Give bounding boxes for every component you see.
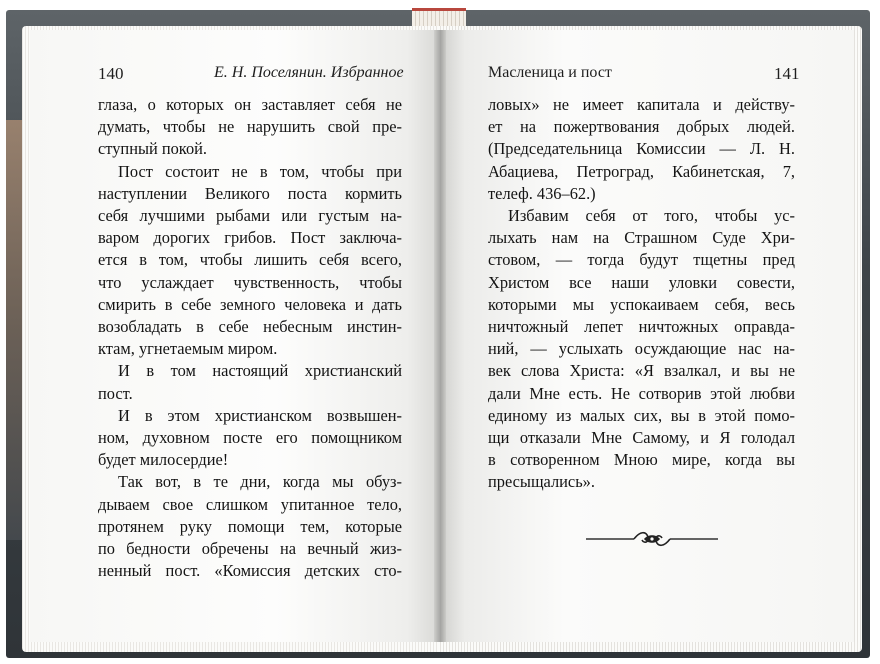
- text-line: единому из малых сих, вы в этой помо-: [488, 405, 795, 425]
- left-page-number: 140: [98, 64, 124, 83]
- right-page-number: 141: [774, 64, 800, 83]
- text-line: дываем свое слишком упитанное тело,: [98, 494, 402, 514]
- text-line: дали Мне есть. Не сотворив этой любви: [488, 383, 795, 403]
- text-line: думать, чтобы не нарушить свой пре-: [98, 117, 402, 137]
- text-line: телеф. 436–62.): [488, 183, 596, 203]
- text-line: которыми мы успокаиваем себя, весь: [488, 294, 795, 314]
- text-line: ненный пост. «Комиссия детских сто-: [98, 561, 402, 581]
- text-line: смирить в себе земного человека и дать: [98, 294, 402, 314]
- book-gutter: [434, 30, 446, 642]
- text-line: И в этом христианском возвышен-: [118, 405, 402, 425]
- right-running-head: Масленица и пост: [488, 64, 612, 81]
- text-line: щи отказали Мне Самому, и Я голодал: [488, 428, 795, 448]
- text-line: будет милосердие!: [98, 450, 229, 470]
- text-line: век слова Христа: «Я взалкал, и вы не: [488, 361, 795, 381]
- text-line: пресыщались».: [488, 472, 595, 492]
- section-divider-ornament: [582, 528, 722, 550]
- text-line: И в том настоящий христианский: [118, 361, 402, 381]
- text-line: ступный покой.: [98, 139, 208, 159]
- text-line: Абациева, Петроград, Кабинетская, 7,: [488, 161, 795, 181]
- text-line: ном, духовном посте его помощником: [98, 428, 402, 448]
- text-line: глаза, о которых он заставляет себя не: [98, 95, 402, 114]
- text-line: ничтожный лепет ничтожных оправда-: [488, 317, 795, 337]
- text-line: лыхать нам на Страшном Суде Хри-: [488, 228, 795, 248]
- text-line: пост.: [98, 383, 133, 403]
- text-line: (Председательница Комиссии — Л. Н.: [488, 139, 795, 159]
- text-line: варом дорогих грибов. Пост заключа-: [98, 228, 402, 248]
- text-line: ний, — услыхать осуждающие нас на-: [488, 339, 795, 359]
- text-line: Христом все наши уловки совести,: [488, 272, 795, 292]
- text-line: ловых» не имеет капитала и действу-: [488, 95, 795, 114]
- text-line: в сотворенном Мною мире, когда вы: [488, 450, 795, 470]
- right-page-text: [488, 94, 795, 494]
- text-line: ет на пожертвования добрых людей.: [488, 117, 795, 137]
- text-line: возобладать в себе небесным инстин-: [98, 317, 402, 337]
- text-line: наступлении Великого поста кормить: [98, 183, 402, 203]
- text-line: себя лучшими рыбами или густым на-: [98, 206, 402, 226]
- left-page-text: [98, 94, 402, 582]
- text-line: протянем руку помощи тем, которые: [98, 516, 402, 536]
- text-line: стовом, — тогда будут тщетны пред: [488, 250, 795, 270]
- text-line: ется в том, чтобы лишить себя всего,: [98, 250, 402, 270]
- text-line: Пост состоит не в том, чтобы при: [118, 161, 402, 181]
- text-line: по бедности обречены на вечный жиз-: [98, 539, 402, 559]
- text-line: что услаждает чувственность, чтобы: [98, 272, 402, 292]
- text-line: ктам, угнетаемым миром.: [98, 339, 278, 359]
- left-running-head: Е. Н. Поселянин. Избранное: [214, 64, 404, 81]
- text-line: Так вот, в те дни, когда мы обуз-: [118, 472, 402, 492]
- text-line: Избавим себя от того, чтобы ус-: [508, 206, 795, 226]
